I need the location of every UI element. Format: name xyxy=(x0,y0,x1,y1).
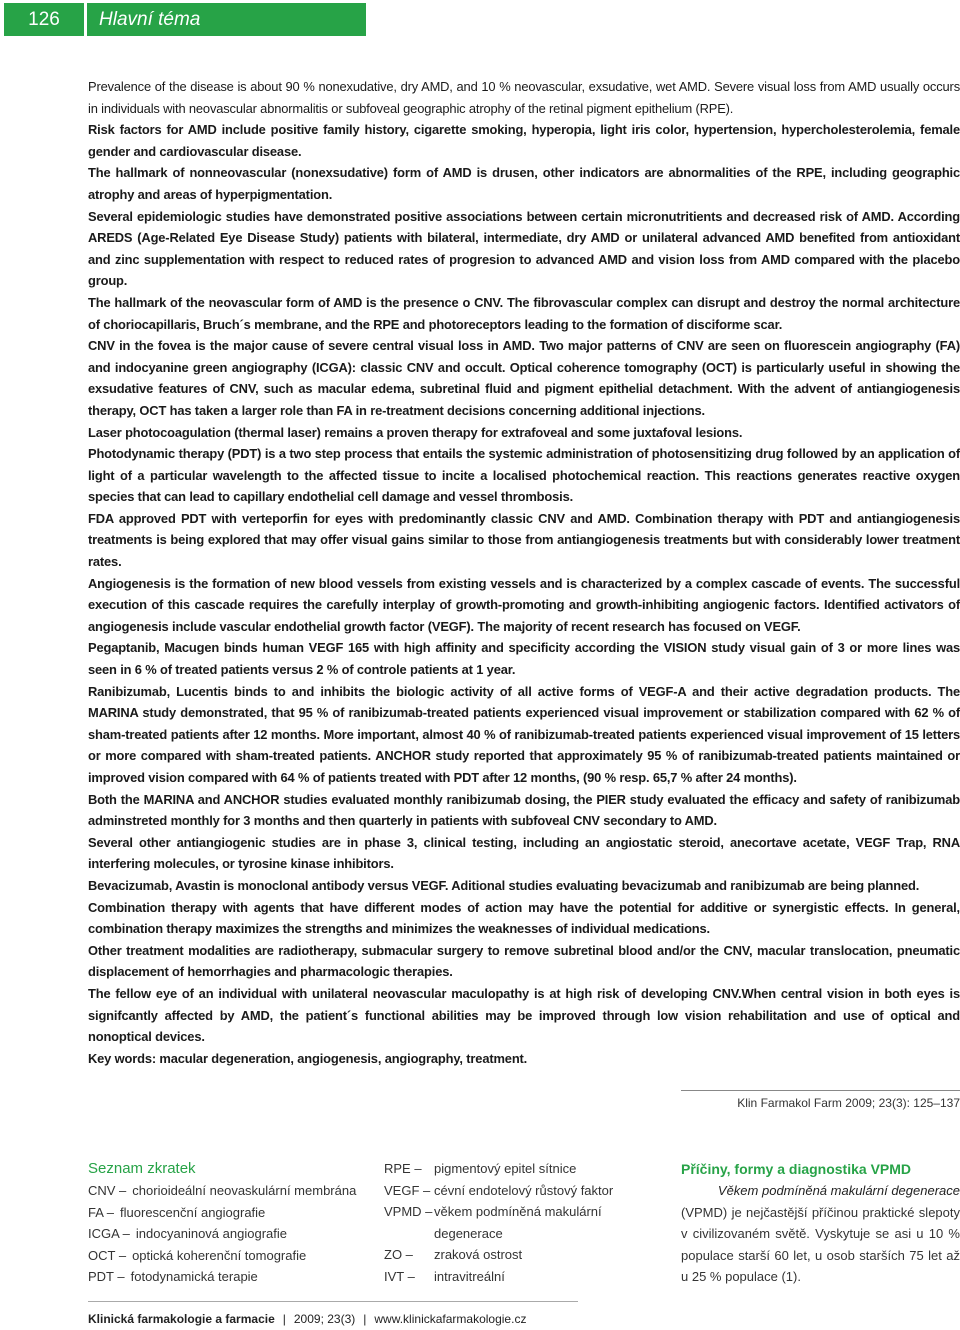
abbreviation-item xyxy=(384,1158,666,1180)
footer-separator: | xyxy=(282,1312,286,1326)
abbreviation-item xyxy=(88,1223,368,1245)
abbreviation-key: VEGF – xyxy=(384,1182,431,1198)
english-abstract xyxy=(88,76,960,1069)
abstract-paragraph: Several epidemiologic studies have demonstrated positive associations between certain micronutritients and decreased risk of AMD. According AREDS (Age-Related Eye Disease Study) patients with bilateral, intermediate, dry AMD or unilateral advanced AMD benefited from antioxidant and zinc supplementation with respect to reduced rates of progresion to advanced AMD and vision loss from AMD compared with the placebo group. xyxy=(88,208,960,289)
citation: Klin Farmakol Farm 2009; 23(3): 125–137 xyxy=(737,1096,960,1110)
abbreviation-item xyxy=(88,1202,368,1224)
section-title: Hlavní téma xyxy=(87,3,366,36)
abbreviation-key: PDT – xyxy=(88,1269,125,1285)
abbreviation-key: CNV – xyxy=(88,1183,127,1198)
journal-website[interactable]: www.klinickafarmakologie.cz xyxy=(374,1312,527,1326)
abbreviation-meaning: pigmentový epitel sítnice xyxy=(434,1161,577,1176)
abbreviation-meaning: fluorescenční angiografie xyxy=(120,1204,266,1220)
abbreviation-item xyxy=(88,1266,368,1288)
abbreviation-key: IVT – xyxy=(384,1268,415,1284)
journal-name: Klinická farmakologie a farmacie xyxy=(88,1312,275,1326)
abstract-paragraph: Other treatment modalities are radiotherapy, submacular surgery to remove subretinal blood and/or the CNV, macular translocation, pneumatic displacement of hemorrhagies and pharmacologic therapies. xyxy=(88,942,960,980)
abbreviation-meaning: intravitreální xyxy=(434,1268,505,1284)
journal-issue: 2009; 23(3) xyxy=(293,1312,356,1326)
abstract-paragraph: Angiogenesis is the formation of new blood vessels from existing vessels and is characterized by a complex cascade of events. The successful execution of this cascade requires the carefully interplay of growth-promoting and growth-inhibiting angiogenic factors. Identified activators of angiogenesis include vascular endothelial growth factor (VEGF). The majority of recent research has focused on VEGF. xyxy=(88,575,960,634)
abbreviation-key: VPMD – xyxy=(384,1204,433,1220)
abbreviation-item xyxy=(384,1201,666,1244)
abstract-paragraph: Laser photocoagulation (thermal laser) remains a proven therapy for extrafoveal and some juxtafoval lesions. xyxy=(88,424,743,440)
abbreviation-meaning: fotodynamická terapie xyxy=(130,1269,258,1285)
abbreviation-meaning: věkem podmíněná makulární degenerace xyxy=(434,1204,602,1241)
intro-text: (VPMD) je nejčastější příčinou praktické slepoty v civilizovaném světě. Vyskytuje se asi u 10 % populace starší 60 let, u osob starších 75 let až u 25 % populace (1). xyxy=(681,1204,960,1285)
keywords-text: macular degeneration, angiogenesis, angiography, treatment. xyxy=(159,1050,528,1066)
citation-divider xyxy=(681,1090,960,1091)
abbreviation-key: FA – xyxy=(88,1204,115,1220)
abbreviations-column-1 xyxy=(88,1158,368,1288)
abbreviation-meaning: indocyaninová angiografie xyxy=(135,1226,287,1242)
abbreviation-key: RPE – xyxy=(384,1161,422,1176)
abbreviations-column-2 xyxy=(384,1158,666,1288)
abbreviation-key: OCT – xyxy=(88,1247,127,1263)
keywords xyxy=(88,1048,960,1070)
abstract-paragraph: The hallmark of the neovascular form of AMD is the presence o CNV. The fibrovascular complex can disrupt and destroy the normal architecture of choriocapillaris, Bruch´s membrane, and the RPE and photoreceptors leading to the formation of disciforme scar. xyxy=(88,294,960,332)
abstract-paragraph: Several other antiangiogenic studies are in phase 3, clinical testing, including an angiostatic steroid, anecortave acetate, VEGF Trap, RNA interfering molecules, or tyrosine kinase inhibitors. xyxy=(88,834,960,872)
abbreviation-item xyxy=(384,1266,666,1288)
abbreviation-meaning: cévní endotelový růstový faktor xyxy=(434,1182,614,1198)
page-footer xyxy=(88,1312,526,1326)
abstract-paragraph: Prevalence of the disease is about 90 % nonexudative, dry AMD, and 10 % neovascular, exsudative, wet AMD. Severe visual loss from AMD usually occurs in individuals with neovascular abnormalitis or subfoveal geographic atrophy of the retinal pigment epithelium (RPE). xyxy=(88,79,960,116)
abbreviation-meaning: optická koherenční tomografie xyxy=(132,1247,307,1263)
keywords-label: Key words: xyxy=(88,1050,156,1066)
intro-subtitle: Věkem podmíněná makulární degenerace xyxy=(717,1183,960,1198)
abbreviation-item xyxy=(384,1244,666,1266)
footer-separator: | xyxy=(363,1312,367,1326)
abbreviation-meaning: zraková ostrost xyxy=(434,1247,523,1263)
intro-title: Příčiny, formy a diagnostika VPMD xyxy=(681,1161,912,1177)
abstract-paragraph: Pegaptanib, Macugen binds human VEGF 165 with high affinity and specificity according the VISION study visual gain of 3 or more lines was seen in 6 % of treated patients versus 2 % of controle patients at 1 year. xyxy=(88,640,960,678)
abstract-paragraph: Bevacizumab, Avastin is monoclonal antibody versus VEGF. Aditional studies evaluating bevacizumab and ranibizumab are being planned. xyxy=(88,877,920,893)
abbreviation-key: ICGA – xyxy=(88,1226,130,1242)
abbreviation-meaning: chorioideální neovaskulární membrána xyxy=(132,1183,357,1198)
intro-column xyxy=(681,1158,960,1288)
abstract-paragraph: FDA approved PDT with verteporfin for eyes with predominantly classic CNV and AMD. Combination therapy with PDT and antiangiogenesis treatments is being explored that may offer visual gains similar to those from antiangiogenesis treatments but with considerably lower treatment rates. xyxy=(88,510,960,570)
footer-divider xyxy=(88,1301,578,1302)
abbreviations-title: Seznam zkratek xyxy=(88,1160,196,1177)
page-header xyxy=(4,3,366,36)
abbreviation-item xyxy=(384,1180,666,1202)
abstract-paragraph: Photodynamic therapy (PDT) is a two step process that entails the systemic administration of photosensitizing drug followed by an application of light of a particular wavelength to the affected tissue to incite a localised photochemical reaction. This reactions generates reactive oxygen species that can lead to capillary endothelial cell damage and vessel thrombosis. xyxy=(88,446,960,505)
abbreviation-key: ZO – xyxy=(384,1247,413,1263)
abstract-paragraph: The fellow eye of an individual with unilateral neovascular maculopathy is at high risk of developing CNV.When central vision in both eyes is signifcantly affected by AMD, the patient´s functional abilities may be improved through low vision rehabilitation and use of optical and nonoptical devices. xyxy=(88,985,960,1045)
abstract-paragraph: Risk factors for AMD include positive family history, cigarette smoking, hyperopia, light iris color, hypertension, hypercholesterolemia, female gender and cardiovascular disease. xyxy=(88,122,960,159)
abstract-paragraph: CNV in the fovea is the major cause of severe central visual loss in AMD. Two major patterns of CNV are seen on fluorescein angiography (FA) and indocyanine green angiography (ICGA): classic CNV and occult. Optical coherence tomography (OCT) is particularly useful in showing the exsudative features of CNV, such as macular edema, subretinal fluid and pigment epithelial detachment. With the advent of antiangiogenesis therapy, OCT has taken a larger role than FA in re-treatment decisions concerning additional injections. xyxy=(88,338,960,418)
abstract-paragraph: Ranibizumab, Lucentis binds to and inhibits the biologic activity of all active forms of VEGF-A and their active degradation products. The MARINA study demonstrated, that 95 % of ranibizumab-treated patients experienced visual improvement or stabilization compared with 62 % of sham-treated patients after 12 months. More important, almost 40 % of ranibizumab-treated patients experienced visual improvement of 15 letters or more compared with sham-treated patients. ANCHOR study reported that approximately 95 % of ranibizumab-treated patients maintained or improved vision compared with 64 % of patients treated with PDT after 12 months, (90 % resp. 65,7 % after 24 months). xyxy=(88,683,960,785)
page-number: 126 xyxy=(4,3,84,36)
abbreviation-item xyxy=(88,1245,368,1267)
abbreviation-item xyxy=(88,1180,368,1202)
abstract-paragraph: Combination therapy with agents that have different modes of action may have the potential for additive or synergistic effects. In general, combination therapy maximizes the strengths and minimizes the weaknesses of individual medications. xyxy=(88,899,960,937)
abstract-paragraph: Both the MARINA and ANCHOR studies evaluated monthly ranibizumab dosing, the PIER study evaluated the efficacy and safety of ranibizumab adminstreted monthly for 3 months and then quarterly in patients with subfoveal CNV secondary to AMD. xyxy=(88,791,960,829)
abstract-paragraph: The hallmark of nonneovascular (nonexsudative) form of AMD is drusen, other indicators are abnormalities of the RPE, including geographic atrophy and areas of hyperpigmentation. xyxy=(88,165,960,202)
